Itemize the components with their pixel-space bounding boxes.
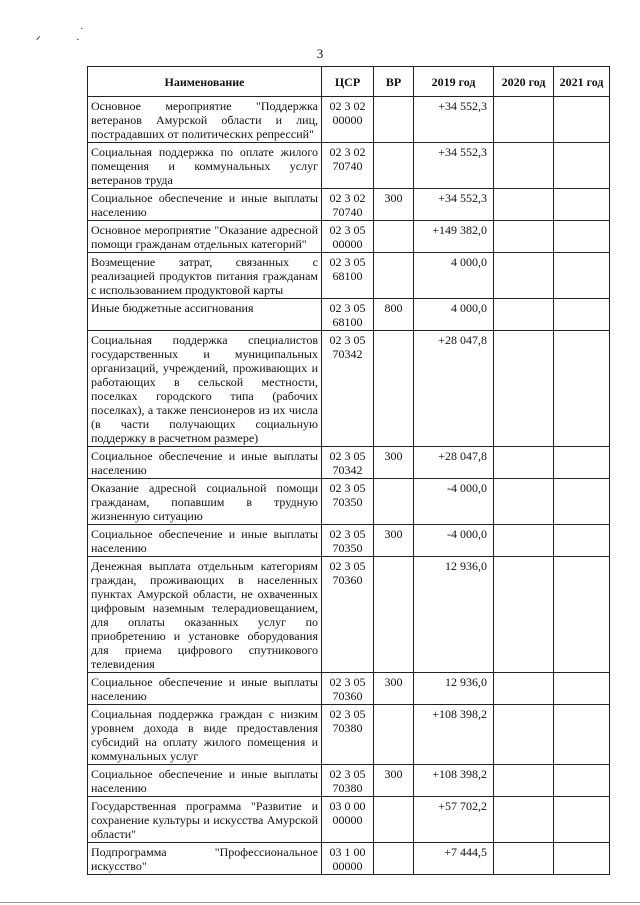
- cell-name: Социальная поддержка по оплате жилого помещения и коммунальных услуг ветеранов труда: [88, 143, 322, 189]
- header-2019: 2019 год: [414, 67, 494, 97]
- cell-y2021: [554, 143, 610, 189]
- cell-name: Оказание адресной социальной помощи гражданам, попавшим в трудную жизненную ситуацию: [88, 479, 322, 525]
- cell-name: Государственная программа "Развитие и сохранение культуры и искусства Амурской области": [88, 797, 322, 843]
- cell-name: Социальная поддержка граждан с низким уровнем дохода в виде предоставления субсидий на оплату жилого помещения и коммунальных услуг: [88, 705, 322, 765]
- scan-mark: ᐟ: [36, 35, 41, 47]
- cell-csr: 02 3 05 70350: [322, 479, 374, 525]
- cell-y2021: [554, 705, 610, 765]
- cell-vr: [374, 557, 414, 673]
- cell-y2019: +34 552,3: [414, 189, 494, 221]
- cell-vr: 300: [374, 765, 414, 797]
- cell-name: Социальное обеспечение и иные выплаты населению: [88, 525, 322, 557]
- header-csr: ЦСР: [322, 67, 374, 97]
- cell-y2019: +34 552,3: [414, 97, 494, 143]
- cell-y2020: [494, 189, 554, 221]
- cell-y2020: [494, 221, 554, 253]
- cell-name: Социальное обеспечение и иные выплаты населению: [88, 189, 322, 221]
- cell-y2019: +149 382,0: [414, 221, 494, 253]
- cell-csr: 02 3 05 70342: [322, 447, 374, 479]
- cell-y2019: -4 000,0: [414, 479, 494, 525]
- cell-y2019: +28 047,8: [414, 331, 494, 447]
- cell-y2021: [554, 299, 610, 331]
- cell-csr: 03 1 00 00000: [322, 843, 374, 875]
- cell-csr: 02 3 05 70350: [322, 525, 374, 557]
- cell-y2021: [554, 479, 610, 525]
- table-row: [88, 447, 610, 479]
- cell-y2019: +7 444,5: [414, 843, 494, 875]
- cell-csr: 02 3 05 70360: [322, 557, 374, 673]
- budget-table: [87, 66, 610, 875]
- cell-vr: [374, 331, 414, 447]
- cell-y2019: +57 702,2: [414, 797, 494, 843]
- table-row: [88, 221, 610, 253]
- cell-vr: 300: [374, 525, 414, 557]
- cell-y2020: [494, 97, 554, 143]
- cell-y2020: [494, 447, 554, 479]
- cell-y2020: [494, 253, 554, 299]
- cell-csr: 03 0 00 00000: [322, 797, 374, 843]
- cell-y2020: [494, 299, 554, 331]
- cell-vr: [374, 705, 414, 765]
- cell-y2020: [494, 705, 554, 765]
- cell-y2020: [494, 479, 554, 525]
- cell-y2021: [554, 331, 610, 447]
- header-2021: 2021 год: [554, 67, 610, 97]
- cell-y2019: 4 000,0: [414, 253, 494, 299]
- cell-csr: 02 3 05 70380: [322, 765, 374, 797]
- scan-mark: ·: [76, 34, 80, 46]
- cell-vr: [374, 143, 414, 189]
- table-row: [88, 299, 610, 331]
- cell-vr: 800: [374, 299, 414, 331]
- cell-y2020: [494, 843, 554, 875]
- cell-y2021: [554, 673, 610, 705]
- cell-vr: [374, 843, 414, 875]
- table-row: [88, 557, 610, 673]
- cell-y2020: [494, 673, 554, 705]
- cell-csr: 02 3 02 00000: [322, 97, 374, 143]
- cell-y2019: +108 398,2: [414, 705, 494, 765]
- cell-csr: 02 3 05 68100: [322, 253, 374, 299]
- table-header-row: [88, 67, 610, 97]
- cell-y2021: [554, 765, 610, 797]
- cell-csr: 02 3 02 70740: [322, 143, 374, 189]
- header-name: Наименование: [88, 67, 322, 97]
- cell-y2019: -4 000,0: [414, 525, 494, 557]
- cell-vr: [374, 221, 414, 253]
- cell-vr: [374, 97, 414, 143]
- table-row: [88, 765, 610, 797]
- cell-y2021: [554, 189, 610, 221]
- cell-vr: 300: [374, 447, 414, 479]
- cell-y2019: +28 047,8: [414, 447, 494, 479]
- cell-csr: 02 3 05 70342: [322, 331, 374, 447]
- table-row: [88, 525, 610, 557]
- cell-y2021: [554, 525, 610, 557]
- cell-y2020: [494, 143, 554, 189]
- table-row: [88, 97, 610, 143]
- cell-name: Основное мероприятие "Оказание адресной помощи гражданам отдельных категорий": [88, 221, 322, 253]
- scan-edge-line: [0, 902, 640, 903]
- cell-vr: [374, 253, 414, 299]
- cell-name: Подпрограмма "Профессиональное искусство": [88, 843, 322, 875]
- table-row: [88, 331, 610, 447]
- cell-vr: [374, 479, 414, 525]
- cell-name: Основное мероприятие "Поддержка ветеранов Амурской области и лиц, пострадавших от политических репрессий": [88, 97, 322, 143]
- cell-csr: 02 3 05 00000: [322, 221, 374, 253]
- table-row: [88, 843, 610, 875]
- cell-csr: 02 3 05 70380: [322, 705, 374, 765]
- cell-y2019: 12 936,0: [414, 557, 494, 673]
- scan-mark: ˙: [80, 26, 84, 38]
- cell-y2020: [494, 331, 554, 447]
- cell-y2019: +34 552,3: [414, 143, 494, 189]
- cell-y2021: [554, 253, 610, 299]
- cell-csr: 02 3 05 70360: [322, 673, 374, 705]
- cell-y2019: 12 936,0: [414, 673, 494, 705]
- cell-name: Социальная поддержка специалистов государственных и муниципальных организаций, учреждений, проживающих и работающих в сельской местности, поселках городского типа (рабочих поселках), а также пенсионеров из их числа (в части получающих социальную поддержку в расчетном размере): [88, 331, 322, 447]
- cell-y2019: 4 000,0: [414, 299, 494, 331]
- table-row: [88, 479, 610, 525]
- cell-name: Возмещение затрат, связанных с реализацией продуктов питания гражданам с использованием продуктовой карты: [88, 253, 322, 299]
- cell-y2021: [554, 557, 610, 673]
- cell-y2021: [554, 447, 610, 479]
- cell-vr: 300: [374, 673, 414, 705]
- cell-y2021: [554, 221, 610, 253]
- cell-name: Социальное обеспечение и иные выплаты населению: [88, 673, 322, 705]
- table-row: [88, 705, 610, 765]
- cell-y2020: [494, 525, 554, 557]
- table-row: [88, 673, 610, 705]
- cell-y2021: [554, 97, 610, 143]
- cell-csr: 02 3 05 68100: [322, 299, 374, 331]
- cell-vr: 300: [374, 189, 414, 221]
- cell-name: Иные бюджетные ассигнования: [88, 299, 322, 331]
- table-row: [88, 253, 610, 299]
- page-number: 3: [316, 46, 324, 61]
- cell-y2020: [494, 557, 554, 673]
- header-2020: 2020 год: [494, 67, 554, 97]
- cell-y2020: [494, 765, 554, 797]
- cell-name: Денежная выплата отдельным категориям граждан, проживающих в населенных пунктах Амурской области, не охваченных цифровым наземным телерадиовещанием, для оплаты оказанных услуг по приобретению и установке оборудования для приема цифрового спутникового телевидения: [88, 557, 322, 673]
- cell-vr: [374, 797, 414, 843]
- cell-y2021: [554, 843, 610, 875]
- cell-name: Социальное обеспечение и иные выплаты населению: [88, 447, 322, 479]
- cell-y2019: +108 398,2: [414, 765, 494, 797]
- cell-y2021: [554, 797, 610, 843]
- header-vr: ВР: [374, 67, 414, 97]
- cell-csr: 02 3 02 70740: [322, 189, 374, 221]
- cell-y2020: [494, 797, 554, 843]
- cell-name: Социальное обеспечение и иные выплаты населению: [88, 765, 322, 797]
- table-row: [88, 189, 610, 221]
- table-row: [88, 797, 610, 843]
- table-row: [88, 143, 610, 189]
